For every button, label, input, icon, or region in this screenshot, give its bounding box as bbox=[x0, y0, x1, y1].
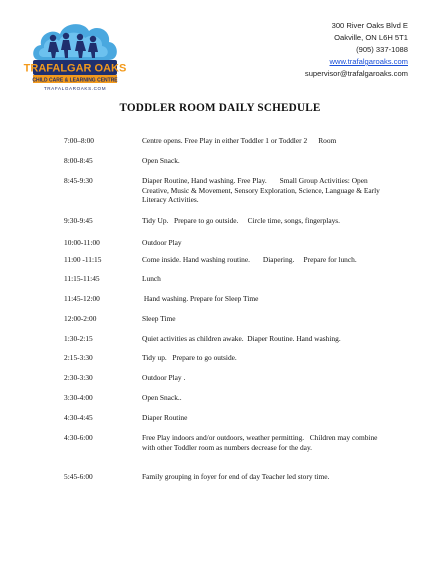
schedule-time: 12:00-2:00 bbox=[64, 314, 97, 323]
logo-name: TRAFALGAR OAKS bbox=[23, 62, 127, 75]
logo-tagline: CHILD CARE & LEARNING CENTRE bbox=[32, 77, 118, 84]
schedule-time: 1:30-2:15 bbox=[64, 334, 93, 343]
schedule-time: 4:30-4:45 bbox=[64, 413, 93, 422]
schedule-time: 2:30-3:30 bbox=[64, 373, 93, 382]
schedule-activity: Diaper Routine, Hand washing. Free Play. Small Group Activities: Open Creative, Music & Movement, Sensory Exploration, Science, Language & Early Literacy Activities. bbox=[142, 176, 382, 205]
contact-email[interactable]: supervisor@trafalgaroaks.com bbox=[304, 69, 408, 78]
schedule-time: 9:30-9:45 bbox=[64, 216, 93, 225]
schedule-activity: Lunch bbox=[142, 274, 161, 283]
contact-block bbox=[305, 20, 408, 80]
schedule-time: 11:45-12:00 bbox=[64, 294, 100, 303]
schedule-time: 11:00 -11:15 bbox=[64, 255, 102, 264]
schedule-activity: Come inside. Hand washing routine. Diapering. Prepare for lunch. bbox=[142, 255, 357, 264]
schedule-activity: Open Snack.. bbox=[142, 393, 182, 402]
schedule-time: 10:00-11:00 bbox=[64, 238, 100, 247]
schedule-activity: Outdoor Play . bbox=[142, 373, 186, 382]
schedule-activity: Tidy up. Prepare to go outside. bbox=[142, 353, 237, 362]
schedule-activity: Quiet activities as children awake. Diaper Routine. Hand washing. bbox=[142, 334, 341, 343]
schedule-activity: Sleep Time bbox=[142, 314, 176, 323]
contact-website-link[interactable]: www.trafalgaroaks.com bbox=[329, 57, 408, 66]
schedule-activity: Outdoor Play bbox=[142, 238, 182, 247]
schedule-time: 5:45-6:00 bbox=[64, 472, 93, 481]
contact-city: Oakville, ON L6H 5T1 bbox=[334, 33, 408, 42]
logo-graphic bbox=[23, 16, 127, 94]
logo-website: TRAFALGAROAKS.COM bbox=[43, 86, 107, 91]
schedule-activity: Free Play indoors and/or outdoors, weather permitting. Children may combine with other Toddler room as numbers decrease for the day. bbox=[142, 433, 380, 452]
schedule-activity: Hand washing. Prepare for Sleep Time bbox=[142, 294, 259, 303]
schedule-activity: Diaper Routine bbox=[142, 413, 188, 422]
schedule-time: 3:30-4:00 bbox=[64, 393, 93, 402]
schedule-activity: Centre opens. Free Play in either Toddler 1 or Toddler 2 Room bbox=[142, 136, 337, 145]
schedule-time: 4:30-6:00 bbox=[64, 433, 93, 442]
schedule-time: 8:45-9:30 bbox=[64, 176, 93, 185]
page-title: TODDLER ROOM DAILY SCHEDULE bbox=[119, 102, 321, 114]
schedule-time: 7:00–8:00 bbox=[64, 136, 94, 145]
contact-phone: (905) 337-1088 bbox=[356, 45, 408, 54]
logo bbox=[23, 16, 127, 94]
schedule-time: 11:15-11:45 bbox=[64, 274, 100, 283]
contact-address: 300 River Oaks Blvd E bbox=[331, 21, 408, 30]
schedule-time: 2:15-3:30 bbox=[64, 353, 93, 362]
schedule-activity: Open Snack. bbox=[142, 156, 180, 165]
schedule-time: 8:00-8:45 bbox=[64, 156, 93, 165]
schedule-activity: Tidy Up. Prepare to go outside. Circle time, songs, fingerplays. bbox=[142, 216, 341, 225]
schedule-activity: Family grouping in foyer for end of day Teacher led story time. bbox=[142, 472, 330, 481]
